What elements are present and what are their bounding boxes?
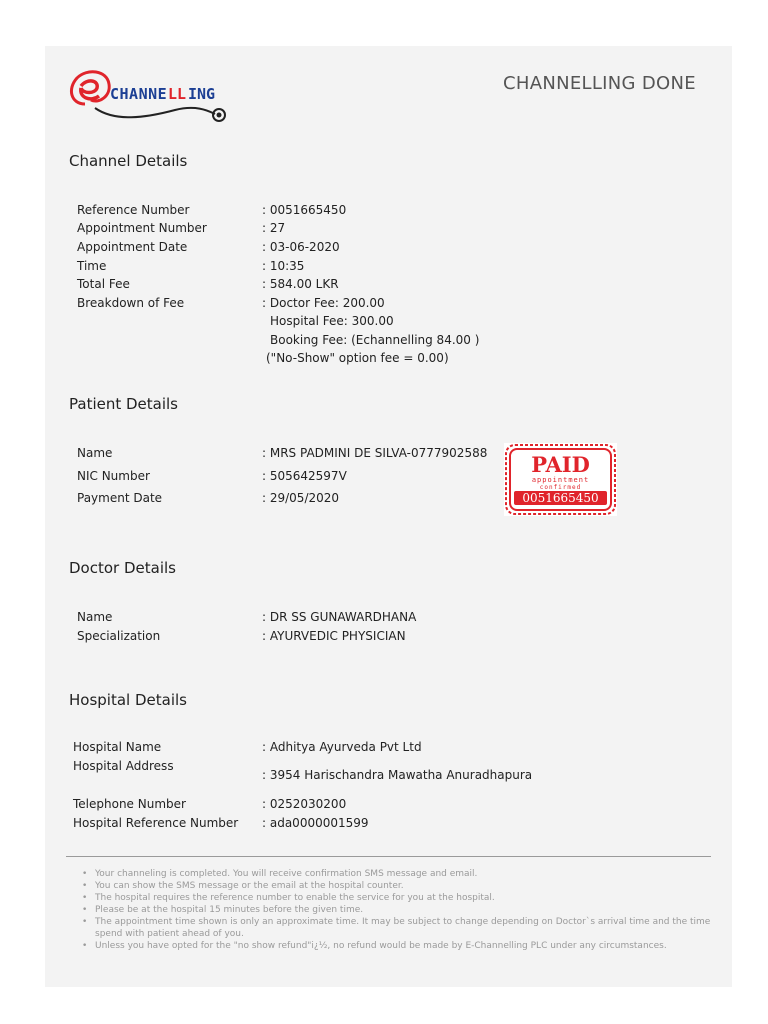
appointment-number-label: Appointment Number [77, 221, 207, 235]
hospital-reference-value: : ada0000001599 [262, 816, 369, 830]
total-fee-value: : 584.00 LKR [262, 277, 339, 291]
notes-list [95, 868, 715, 952]
patient-name-value: : MRS PADMINI DE SILVA-0777902588 [262, 446, 488, 460]
hospital-name-value: : Adhitya Ayurveda Pvt Ltd [262, 740, 422, 754]
appointment-date-value: : 03-06-2020 [262, 240, 340, 254]
hospital-reference-label: Hospital Reference Number [73, 816, 239, 830]
telephone-number-label: Telephone Number [73, 797, 186, 811]
hospital-address-value: : 3954 Harischandra Mawatha Anuradhapura [262, 768, 533, 782]
svg-text:CHANNE: CHANNE [110, 85, 168, 103]
hospital-name-label: Hospital Name [73, 740, 162, 754]
specialization-value: : AYURVEDIC PHYSICIAN [262, 629, 406, 643]
channel-details-heading: Channel Details [69, 152, 188, 170]
receipt-card [45, 46, 732, 987]
svg-text:LL: LL [168, 85, 187, 103]
specialization-label: Specialization [77, 629, 161, 643]
time-value: : 10:35 [262, 259, 305, 273]
payment-date-label: Payment Date [77, 491, 163, 505]
stamp-paid-text: PAID [531, 452, 590, 477]
stamp-appointment-text: appointment [531, 476, 590, 484]
total-fee-label: Total Fee [77, 277, 130, 291]
hospital-details-heading: Hospital Details [69, 691, 187, 709]
paid-stamp [504, 443, 617, 516]
reference-number-label: Reference Number [77, 203, 190, 217]
stamp-confirmed-text: confirmed [539, 484, 582, 491]
doctor-name-value: : DR SS GUNAWARDHANA [262, 610, 417, 624]
breakdown-booking-fee: Booking Fee: (Echannelling 84.00 ) [270, 333, 480, 347]
nic-number-label: NIC Number [77, 469, 150, 483]
payment-date-value: : 29/05/2020 [262, 491, 340, 505]
doctor-details-heading: Doctor Details [69, 559, 176, 577]
note-item: • You can show the SMS message or the email at the hospital counter. [95, 880, 715, 892]
nic-number-value: : 505642597V [262, 469, 347, 483]
doctor-name-label: Name [77, 610, 113, 624]
note-item: • Unless you have opted for the "no show refund"i¿½, no refund would be made by E-Channelling PLC under any circumstances. [95, 940, 715, 952]
note-item: • Your channeling is completed. You will receive confirmation SMS message and email. [95, 868, 715, 880]
telephone-number-value: : 0252030200 [262, 797, 347, 811]
breakdown-label: Breakdown of Fee [77, 296, 185, 310]
echannelling-logo [65, 64, 230, 126]
breakdown-hospital-fee: Hospital Fee: 300.00 [270, 314, 394, 328]
appointment-date-label: Appointment Date [77, 240, 188, 254]
booking-status: CHANNELLING DONE [503, 73, 696, 94]
breakdown-doctor-fee: : Doctor Fee: 200.00 [262, 296, 385, 310]
logo-graphic [65, 64, 230, 126]
appointment-number-value: : 27 [262, 221, 286, 235]
footer-divider [66, 856, 711, 857]
note-item: • The appointment time shown is only an approximate time. It may be subject to change depending on Doctor`s arrival time and the time spend with patient ahead of you. [95, 916, 715, 940]
time-label: Time [77, 259, 107, 273]
breakdown-no-show-fee: ("No-Show" option fee = 0.00) [266, 351, 449, 365]
note-item: • Please be at the hospital 15 minutes before the given time. [95, 904, 715, 916]
stamp-reference-number: 0051665450 [522, 491, 599, 505]
patient-name-label: Name [77, 446, 113, 460]
svg-text:ING: ING [188, 85, 216, 103]
note-item: • The hospital requires the reference number to enable the service for you at the hospital. [95, 892, 715, 904]
patient-details-heading: Patient Details [69, 395, 178, 413]
hospital-address-label: Hospital Address [73, 759, 174, 773]
reference-number-value: : 0051665450 [262, 203, 347, 217]
